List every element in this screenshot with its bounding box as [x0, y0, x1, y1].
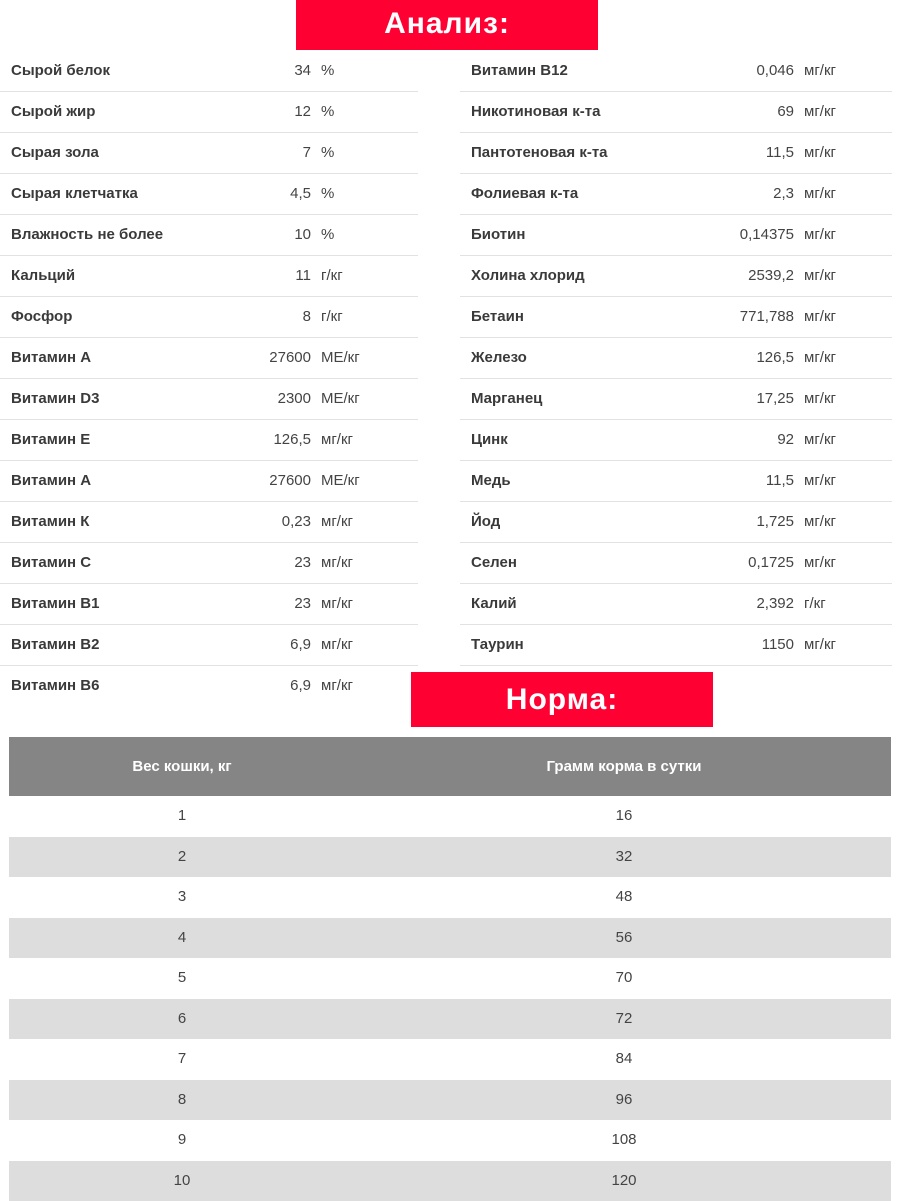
nutrient-value: 11,5 — [766, 144, 794, 161]
nutrient-row — [0, 543, 418, 584]
nutrient-unit: мг/кг — [804, 144, 836, 161]
table-row — [9, 1161, 891, 1201]
nutrient-row — [0, 666, 418, 707]
nutrient-unit: мг/кг — [321, 431, 353, 448]
nutrient-unit: % — [321, 185, 334, 202]
nutrient-row — [460, 51, 892, 92]
header-grams-per-day: Грамм корма в сутки — [405, 737, 843, 796]
nutrient-value: 12 — [294, 103, 311, 120]
nutrient-value: 2,3 — [773, 185, 794, 202]
grams-per-day-cell: 72 — [405, 999, 843, 1039]
nutrient-value: 2,392 — [756, 595, 794, 612]
grams-per-day-cell: 84 — [405, 1039, 843, 1079]
nutrient-value: 6,9 — [290, 677, 311, 694]
nutrient-row — [460, 174, 892, 215]
cat-weight-cell: 6 — [9, 999, 355, 1039]
nutrient-unit: % — [321, 144, 334, 161]
nutrient-unit: % — [321, 103, 334, 120]
nutrient-row — [460, 625, 892, 666]
cat-weight-cell: 2 — [9, 837, 355, 877]
nutrient-unit: мг/кг — [804, 431, 836, 448]
nutrient-value: 0,23 — [282, 513, 311, 530]
nutrient-row — [0, 502, 418, 543]
nutrient-value: 126,5 — [756, 349, 794, 366]
nutrient-name: Витамин В1 — [11, 595, 99, 612]
nutrient-unit: мг/кг — [321, 677, 353, 694]
nutrient-row — [0, 420, 418, 461]
table-row — [9, 918, 891, 959]
nutrient-value: 0,046 — [756, 62, 794, 79]
nutrient-value: 1150 — [762, 636, 794, 653]
nutrient-unit: мг/кг — [804, 103, 836, 120]
nutrient-row — [0, 51, 418, 92]
nutrient-unit: % — [321, 62, 334, 79]
nutrient-name: Таурин — [471, 636, 524, 653]
table-row — [9, 999, 891, 1040]
grams-per-day-cell: 70 — [405, 958, 843, 998]
nutrient-name: Фосфор — [11, 308, 72, 325]
nutrient-name: Сырой жир — [11, 103, 95, 120]
nutrient-unit: мг/кг — [804, 390, 836, 407]
nutrient-unit: мг/кг — [804, 62, 836, 79]
nutrient-name: Железо — [471, 349, 527, 366]
nutrient-name: Йод — [471, 513, 500, 530]
nutrient-unit: мг/кг — [804, 267, 836, 284]
nutrient-row — [0, 461, 418, 502]
nutrient-row — [460, 256, 892, 297]
grams-per-day-cell: 56 — [405, 918, 843, 958]
nutrient-unit: % — [321, 226, 334, 243]
cat-weight-cell: 8 — [9, 1080, 355, 1120]
nutrient-value: 27600 — [269, 472, 311, 489]
nutrient-value: 771,788 — [740, 308, 794, 325]
nutrient-value: 0,1725 — [748, 554, 794, 571]
nutrient-row — [460, 297, 892, 338]
nutrient-unit: МЕ/кг — [321, 472, 360, 489]
table-row — [9, 1080, 891, 1121]
nutrient-row — [460, 215, 892, 256]
nutrient-unit: мг/кг — [321, 636, 353, 653]
cat-weight-cell: 1 — [9, 796, 355, 836]
nutrient-name: Цинк — [471, 431, 508, 448]
grams-per-day-cell: 48 — [405, 877, 843, 917]
nutrient-unit: г/кг — [321, 308, 343, 325]
grams-per-day-cell: 96 — [405, 1080, 843, 1120]
nutrient-value: 11,5 — [766, 472, 794, 489]
nutrient-row — [460, 502, 892, 543]
analysis-heading: Анализ: — [296, 0, 598, 50]
nutrient-unit: г/кг — [804, 595, 826, 612]
table-row — [9, 837, 891, 878]
nutrient-value: 1,725 — [756, 513, 794, 530]
grams-per-day-cell: 32 — [405, 837, 843, 877]
nutrient-row — [460, 543, 892, 584]
nutrient-unit: мг/кг — [804, 513, 836, 530]
nutrient-value: 27600 — [269, 349, 311, 366]
nutrient-value: 126,5 — [273, 431, 311, 448]
nutrient-row — [460, 133, 892, 174]
nutrient-row — [0, 379, 418, 420]
nutrient-name: Селен — [471, 554, 517, 571]
feeding-norm-table — [9, 737, 891, 1201]
nutrient-name: Бетаин — [471, 308, 524, 325]
nutrient-name: Сырой белок — [11, 62, 110, 79]
nutrient-name: Фолиевая к-та — [471, 185, 578, 202]
header-cat-weight: Вес кошки, кг — [9, 737, 355, 796]
nutrient-value: 23 — [294, 554, 311, 571]
nutrient-unit: МЕ/кг — [321, 349, 360, 366]
nutrient-unit: мг/кг — [321, 595, 353, 612]
nutrient-row — [460, 338, 892, 379]
cat-weight-cell: 9 — [9, 1120, 355, 1160]
nutrient-name: Медь — [471, 472, 511, 489]
cat-weight-cell: 10 — [9, 1161, 355, 1201]
cat-weight-cell: 3 — [9, 877, 355, 917]
nutrient-name: Кальций — [11, 267, 75, 284]
nutrient-value: 8 — [303, 308, 311, 325]
nutrient-unit: мг/кг — [804, 226, 836, 243]
nutrient-row — [0, 92, 418, 133]
nutrient-name: Витамин К — [11, 513, 89, 530]
nutrient-row — [0, 297, 418, 338]
nutrient-value: 69 — [777, 103, 794, 120]
cat-weight-cell: 5 — [9, 958, 355, 998]
nutrient-name: Сырая зола — [11, 144, 99, 161]
nutrient-value: 2300 — [278, 390, 311, 407]
nutrient-name: Витамин А — [11, 349, 91, 366]
nutrient-value: 7 — [303, 144, 311, 161]
cat-weight-cell: 7 — [9, 1039, 355, 1079]
table-header-row — [9, 737, 891, 796]
nutrient-row — [0, 215, 418, 256]
nutrient-unit: МЕ/кг — [321, 390, 360, 407]
nutrient-unit: мг/кг — [804, 554, 836, 571]
nutrient-value: 0,14375 — [740, 226, 794, 243]
cat-weight-cell: 4 — [9, 918, 355, 958]
nutrient-row — [0, 256, 418, 297]
nutrient-unit: мг/кг — [804, 349, 836, 366]
nutrient-name: Калий — [471, 595, 517, 612]
nutrient-row — [460, 92, 892, 133]
table-body — [9, 796, 891, 1201]
nutrient-row — [460, 420, 892, 461]
grams-per-day-cell: 16 — [405, 796, 843, 836]
nutrient-value: 11 — [295, 267, 311, 284]
nutrient-row — [460, 584, 892, 625]
nutrient-row — [0, 584, 418, 625]
nutrient-row — [460, 379, 892, 420]
nutrient-row — [460, 461, 892, 502]
nutrient-row — [0, 174, 418, 215]
nutrient-name: Витамин А — [11, 472, 91, 489]
nutrient-name: Сырая клетчатка — [11, 185, 138, 202]
nutrients-left-column — [0, 51, 418, 707]
nutrient-value: 17,25 — [756, 390, 794, 407]
grams-per-day-cell: 120 — [405, 1161, 843, 1201]
nutrient-value: 34 — [294, 62, 311, 79]
nutrient-value: 23 — [294, 595, 311, 612]
nutrient-row — [0, 133, 418, 174]
table-row — [9, 1120, 891, 1161]
table-row — [9, 958, 891, 999]
nutrient-unit: мг/кг — [804, 308, 836, 325]
nutrient-value: 10 — [294, 226, 311, 243]
nutrient-unit: мг/кг — [321, 513, 353, 530]
nutrient-row — [0, 625, 418, 666]
nutrient-name: Витамин В6 — [11, 677, 99, 694]
nutrient-name: Биотин — [471, 226, 525, 243]
table-row — [9, 796, 891, 837]
nutrient-value: 92 — [777, 431, 794, 448]
nutrient-unit: мг/кг — [321, 554, 353, 571]
table-row — [9, 1039, 891, 1080]
nutrient-name: Марганец — [471, 390, 542, 407]
nutrients-right-column — [460, 51, 892, 666]
nutrient-name: Витамин Е — [11, 431, 90, 448]
grams-per-day-cell: 108 — [405, 1120, 843, 1160]
nutrient-unit: мг/кг — [804, 472, 836, 489]
nutrient-value: 2539,2 — [748, 267, 794, 284]
nutrient-name: Холина хлорид — [471, 267, 585, 284]
nutrient-name: Никотиновая к-та — [471, 103, 600, 120]
nutrient-unit: г/кг — [321, 267, 343, 284]
nutrient-unit: мг/кг — [804, 185, 836, 202]
nutrient-name: Витамин С — [11, 554, 91, 571]
nutrient-name: Влажность не более — [11, 226, 163, 243]
norm-heading: Норма: — [411, 672, 713, 727]
nutrient-value: 4,5 — [290, 185, 311, 202]
nutrient-name: Витамин В12 — [471, 62, 568, 79]
nutrient-name: Витамин D3 — [11, 390, 99, 407]
nutrient-name: Пантотеновая к-та — [471, 144, 608, 161]
table-row — [9, 877, 891, 918]
nutrient-value: 6,9 — [290, 636, 311, 653]
nutrient-row — [0, 338, 418, 379]
nutrient-name: Витамин В2 — [11, 636, 99, 653]
nutrient-unit: мг/кг — [804, 636, 836, 653]
